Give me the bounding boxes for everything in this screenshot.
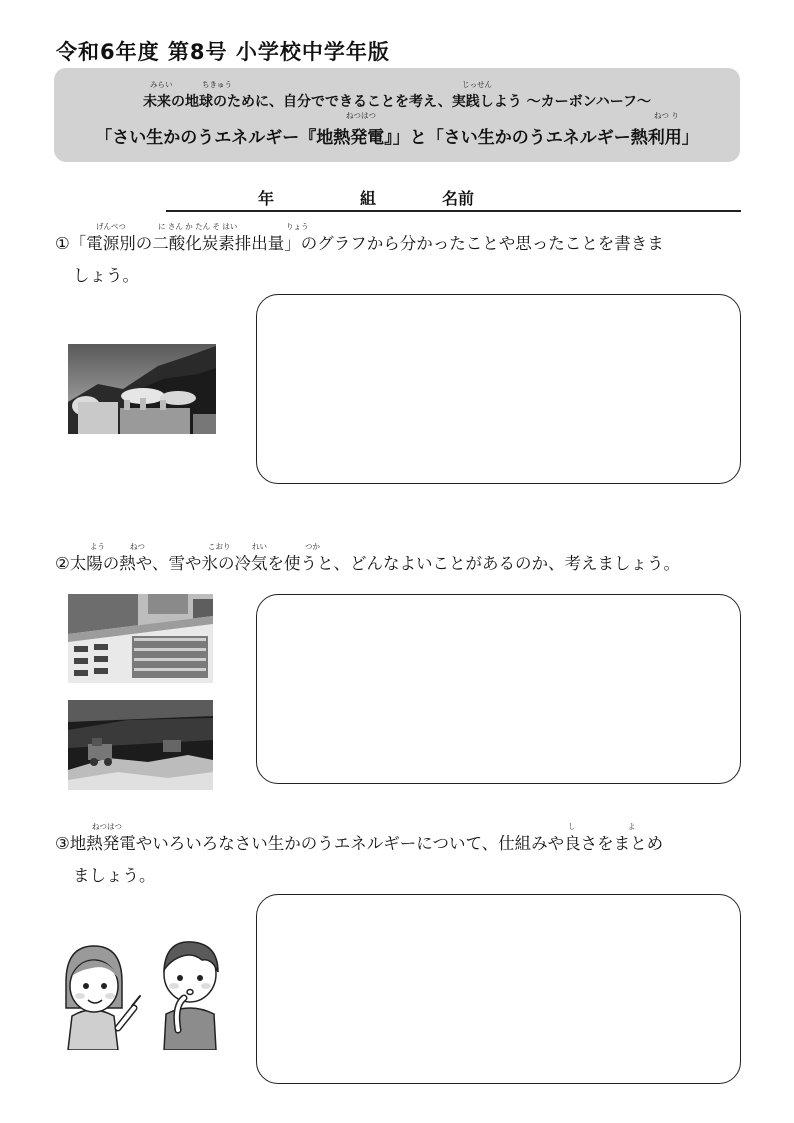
q2-ruby-koori: こおり: [208, 542, 231, 551]
geothermal-plant-photo: [68, 344, 216, 434]
q3-ruby-yo: よ: [628, 822, 636, 831]
question-3-line1: ③地熱発電やいろいろなさい生かのうエネルギーについて、仕組みや良さをまとめ: [55, 834, 664, 853]
theme-banner: [54, 68, 740, 162]
page-title: 令和6年度 第8号 小学校中学年版: [56, 40, 390, 64]
q2-ruby-you: よう: [90, 542, 105, 551]
q2-ruby-tsuka: つか: [305, 542, 320, 551]
q1-ruby-nisanka: に さん か たん そ はい: [158, 222, 238, 231]
question-3-line2: ましょう。: [73, 866, 156, 885]
question-2-line1: ②太陽の熱や、雪や氷の冷気を使うと、どんなよいことがあるのか、考えましょう。: [55, 554, 680, 573]
banner-title: 「さい生かのうエネルギー『地熱発電』」と「さい生かのうエネルギー熱利用」: [95, 128, 699, 148]
question-1: [55, 228, 745, 292]
q3-ruby-netsuhatsu: ねつはつ: [92, 822, 122, 831]
question-3: [55, 828, 745, 892]
answer-box-1[interactable]: [256, 294, 741, 484]
name-label: 名前: [442, 189, 475, 208]
answer-box-2[interactable]: [256, 594, 741, 784]
apartment-building-photo: [68, 594, 213, 683]
ruby-chikyuu: ちきゅう: [202, 80, 232, 89]
banner-subtitle: 未来の地球のために、自分でできることを考え、実践しよう ～カーボンハーフ～: [142, 94, 652, 110]
snow-storage-photo: [68, 700, 213, 790]
answer-box-3[interactable]: [256, 894, 741, 1084]
year-label: 年: [258, 189, 275, 208]
question-1-line2: しょう。: [73, 266, 139, 285]
ruby-mirai: みらい: [150, 80, 173, 89]
q2-ruby-rei: れい: [252, 542, 267, 551]
ruby-netsuri: ねつ り: [654, 111, 679, 120]
name-row: [166, 186, 741, 212]
q1-ruby-genbetsu: げんべつ: [96, 222, 126, 231]
ruby-netsuhatsu: ねつはつ: [346, 111, 376, 120]
q1-ruby-ryou: りょう: [286, 222, 309, 231]
students-illustration: [62, 936, 228, 1050]
q3-ruby-shi: し: [568, 822, 576, 831]
question-1-line1: ①「電源別の二酸化炭素排出量」のグラフから分かったことや思ったことを書きま: [55, 234, 664, 253]
q2-ruby-netsu: ねつ: [130, 542, 145, 551]
question-2: [55, 548, 745, 580]
class-label: 組: [360, 189, 377, 208]
ruby-jissen: じっせん: [462, 80, 492, 89]
